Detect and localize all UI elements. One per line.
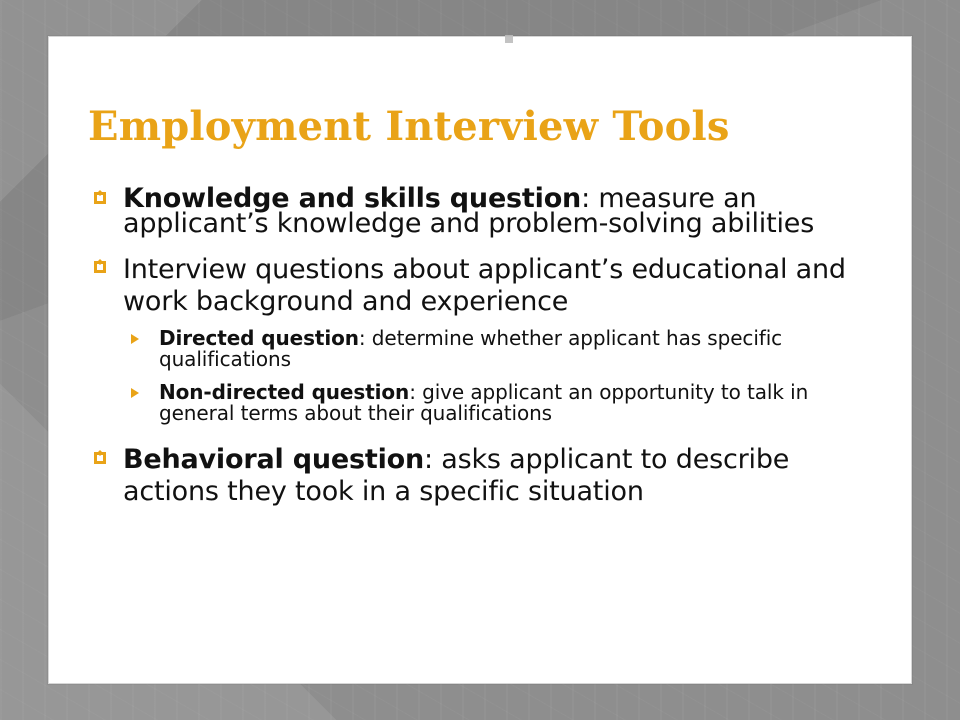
bullet-item-behavioral xyxy=(89,444,889,508)
subbullet-rest-directed: : determine whether applicant has specific qualifications xyxy=(159,326,783,371)
slide-content xyxy=(89,183,889,508)
square-bullet-icon xyxy=(89,187,111,209)
arrow-bullet-icon xyxy=(128,330,146,348)
bullet-rest-behavioral: : asks applicant to describe actions they took in a specific situation xyxy=(123,444,790,507)
subbullet-rest-nondirected: : give applicant an opportunity to talk in general terms about their qualifications xyxy=(159,380,809,425)
subbullet-text-nondirected xyxy=(159,382,889,424)
bullet-rest-knowledge: : measure an applicant’s knowledge and problem-solving abilities xyxy=(123,183,815,239)
bullet-text-interview: Interview questions about applicant’s educational and work background and experience xyxy=(123,254,846,317)
bullet-item-knowledge xyxy=(89,183,889,239)
arrow-bullet-icon xyxy=(128,384,146,402)
slide-canvas xyxy=(48,36,912,684)
subbullet-bold-nondirected: Non-directed question xyxy=(159,380,410,404)
bullet-item-interview xyxy=(89,254,889,424)
slide-title: Employment Interview Tools xyxy=(88,103,730,150)
subbullet-text-directed xyxy=(159,328,889,370)
bullet-bold-behavioral: Behavioral question xyxy=(123,444,424,475)
bullet-bold-knowledge: Knowledge and skills question xyxy=(123,183,582,214)
subbullet-bold-directed: Directed question xyxy=(159,326,359,350)
top-marker xyxy=(505,35,513,43)
bullet-text-knowledge xyxy=(123,183,889,239)
square-bullet-icon xyxy=(89,447,111,469)
square-bullet-icon xyxy=(89,256,111,278)
bullet-text-behavioral xyxy=(123,444,889,508)
subbullet-item-directed xyxy=(128,328,889,370)
subbullet-item-nondirected xyxy=(128,382,889,424)
